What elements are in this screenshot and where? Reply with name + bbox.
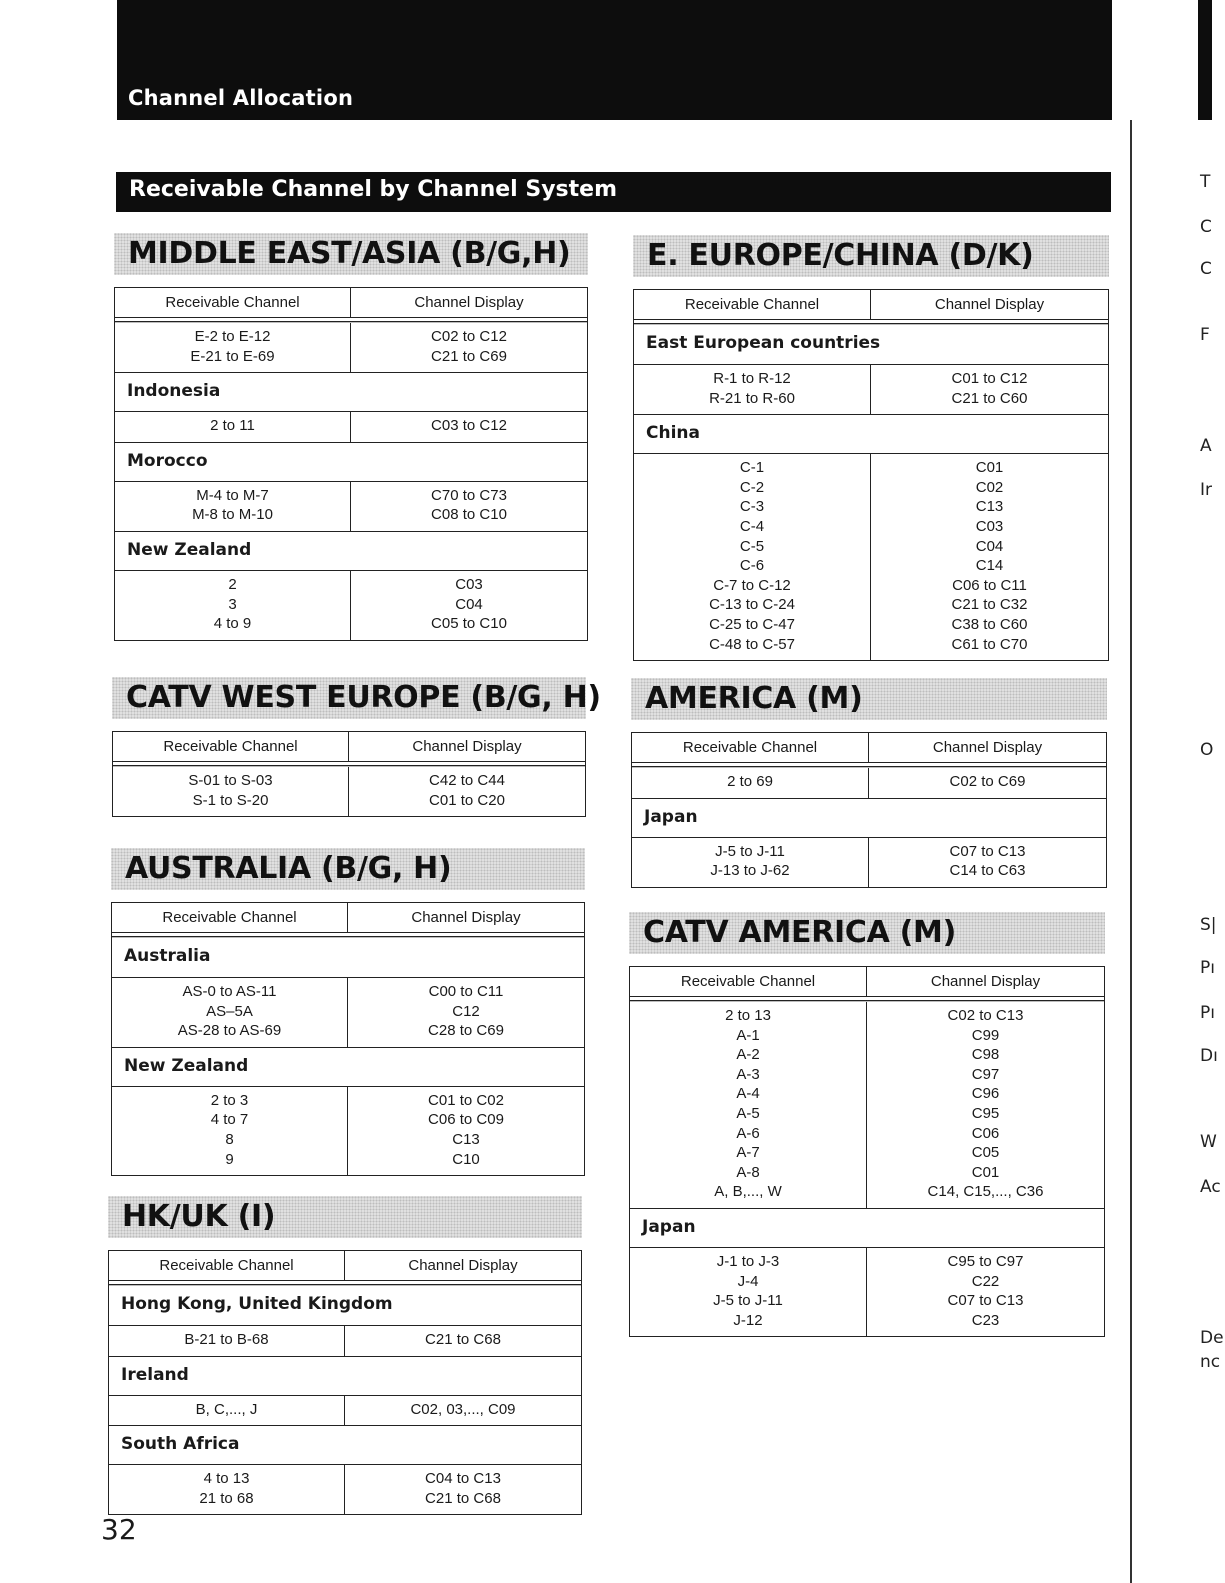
channel-display-value: C21 to C68 — [425, 1331, 501, 1348]
channel-table — [629, 966, 1105, 1337]
receivable-channel-value: J-13 to J-62 — [710, 862, 790, 880]
receivable-channel-value: A-1 — [736, 1026, 760, 1044]
channel-display-value: C61 to C70 — [951, 635, 1028, 653]
channel-display-value: C99 — [971, 1026, 1000, 1044]
receivable-channel-cell — [634, 454, 871, 660]
block-hkuk — [108, 1196, 582, 1515]
channel-display-value: C06 — [971, 1124, 1000, 1142]
receivable-channel-value: A-8 — [736, 1163, 760, 1181]
channel-display-value: C23 — [971, 1311, 1000, 1329]
receivable-channel-cell — [634, 365, 871, 414]
header-channel-display: Channel Display — [414, 294, 524, 311]
table-title: CATV AMERICA (M) — [629, 912, 1105, 954]
channel-display-cell — [349, 767, 585, 816]
right-page-edge — [1128, 120, 1132, 1583]
channel-display-cell — [871, 365, 1108, 414]
channel-display-value: C14, C15,..., C36 — [927, 1183, 1044, 1201]
channel-display-value: C38 to C60 — [951, 615, 1028, 633]
table-row — [630, 1248, 1104, 1336]
table-row — [634, 365, 1108, 414]
receivable-channel-value: A-5 — [736, 1104, 760, 1122]
receivable-channel-value: A-2 — [736, 1046, 760, 1064]
channel-display-cell — [871, 454, 1108, 660]
receivable-channel-value: 2 — [228, 575, 237, 593]
cutoff-letter: C — [1200, 259, 1212, 279]
channel-display-value: C21 to C32 — [951, 596, 1028, 614]
channel-table — [111, 902, 585, 1176]
header-receivable-channel: Receivable Channel — [113, 732, 349, 761]
channel-display-cell — [351, 323, 587, 372]
channel-display-cell — [351, 571, 587, 640]
receivable-channel-value: R-21 to R-60 — [709, 389, 795, 407]
table-row — [115, 571, 587, 640]
receivable-channel-value: C-5 — [739, 537, 765, 555]
table-header — [109, 1251, 581, 1281]
channel-display-value: C04 — [455, 595, 483, 613]
receivable-channel-value: A, B,..., W — [714, 1183, 782, 1201]
receivable-channel-value: J-4 — [737, 1272, 759, 1290]
table-header — [115, 288, 587, 318]
channel-display-value: C10 — [452, 1150, 480, 1168]
receivable-channel-cell — [115, 412, 351, 442]
header-receivable-channel: Receivable Channel — [632, 733, 869, 762]
receivable-channel-cell — [632, 768, 869, 798]
channel-display-value: C05 — [971, 1144, 1000, 1162]
table-row — [109, 1396, 581, 1426]
cutoff-letter: A — [1200, 436, 1212, 456]
channel-display-cell — [867, 1248, 1104, 1336]
section-title: Receivable Channel by Channel System — [129, 177, 618, 202]
cutoff-letter: C — [1200, 217, 1212, 237]
cutoff-letter: O — [1200, 740, 1214, 760]
group-label: East European countries — [634, 325, 1108, 365]
channel-display-value: C21 to C60 — [951, 389, 1028, 407]
receivable-channel-value: 2 to 13 — [725, 1007, 771, 1024]
channel-display-value: C14 — [975, 557, 1004, 575]
receivable-channel-value: C-6 — [739, 557, 765, 575]
receivable-channel-value: C-2 — [739, 478, 765, 496]
receivable-channel-value: AS–5A — [206, 1002, 253, 1020]
table-row — [115, 412, 587, 442]
receivable-channel-value: C-1 — [739, 459, 765, 477]
receivable-channel-cell — [632, 838, 869, 887]
table-title: E. EUROPE/CHINA (D/K) — [633, 235, 1109, 277]
channel-display-value: C01 — [975, 459, 1004, 477]
table-header — [630, 967, 1104, 997]
channel-display-value: C21 to C68 — [425, 1489, 501, 1507]
channel-display-value: C14 to C63 — [949, 862, 1026, 880]
table-title: AUSTRALIA (B/G, H) — [111, 848, 585, 890]
channel-display-value: C00 to C11 — [428, 983, 504, 1000]
channel-display-value: C08 to C10 — [431, 506, 507, 524]
channel-display-value: C07 to C13 — [947, 1292, 1024, 1310]
receivable-channel-cell — [115, 323, 351, 372]
receivable-channel-cell — [109, 1465, 345, 1514]
receivable-channel-value: S-1 to S-20 — [192, 791, 269, 809]
cutoff-letter: T — [1200, 172, 1211, 192]
channel-display-value: C01 to C02 — [428, 1091, 504, 1109]
table-header — [112, 903, 584, 933]
header-receivable-channel: Receivable Channel — [630, 967, 867, 996]
channel-display-value: C13 — [975, 498, 1004, 516]
channel-display-cell — [869, 838, 1106, 887]
table-row — [109, 1326, 581, 1356]
channel-display-value: C28 to C69 — [428, 1022, 504, 1040]
channel-display-value: C01 to C12 — [951, 370, 1028, 387]
receivable-channel-value: A-6 — [736, 1124, 760, 1142]
channel-display-value: C70 to C73 — [431, 486, 507, 504]
table-row — [113, 767, 585, 816]
channel-display-value: C04 — [975, 537, 1004, 555]
table-header — [632, 733, 1106, 763]
group-label: Japan — [630, 1208, 1104, 1248]
block-mideast — [114, 233, 588, 641]
cutoff-letter: S| — [1200, 915, 1217, 935]
cutoff-letter: Ac — [1200, 1177, 1221, 1197]
channel-display-value: C42 to C44 — [429, 772, 505, 789]
group-label: Hong Kong, United Kingdom — [109, 1286, 581, 1326]
channel-display-value: C07 to C13 — [949, 842, 1026, 860]
table-header — [113, 732, 585, 762]
header-channel-display: Channel Display — [932, 739, 1043, 756]
receivable-channel-value: B-21 to B-68 — [184, 1331, 269, 1348]
receivable-channel-value: J-1 to J-3 — [716, 1252, 780, 1270]
channel-table — [633, 289, 1109, 661]
receivable-channel-cell — [109, 1326, 345, 1356]
receivable-channel-value: E-21 to E-69 — [190, 347, 275, 365]
receivable-channel-value: 4 to 7 — [210, 1111, 249, 1129]
header-receivable-channel: Receivable Channel — [112, 903, 348, 932]
channel-display-value: C02 to C12 — [431, 328, 507, 345]
receivable-channel-value: 3 — [228, 595, 237, 613]
channel-display-value: C96 — [971, 1085, 1000, 1103]
header-channel-display: Channel Display — [408, 1257, 518, 1274]
channel-display-value: C12 — [452, 1002, 480, 1020]
channel-display-cell — [345, 1465, 581, 1514]
group-label: China — [634, 414, 1108, 454]
channel-display-value: C97 — [971, 1065, 1000, 1083]
table-row — [634, 454, 1108, 660]
header-title: Channel Allocation — [128, 86, 354, 110]
channel-display-value: C95 — [971, 1104, 1000, 1122]
channel-display-value: C03 — [975, 517, 1004, 535]
channel-display-cell — [867, 1002, 1104, 1208]
cutoff-letter: De — [1200, 1328, 1224, 1348]
receivable-channel-value: J-5 to J-11 — [715, 842, 785, 860]
group-label: Australia — [112, 938, 584, 978]
channel-display-cell — [351, 482, 587, 531]
header-bar-right-stub — [1198, 0, 1212, 120]
table-row — [115, 323, 587, 372]
channel-display-value: C02 — [975, 478, 1004, 496]
group-label: Morocco — [115, 442, 587, 482]
receivable-channel-value: C-13 to C-24 — [709, 596, 795, 614]
channel-display-cell — [345, 1396, 581, 1426]
table-row — [109, 1465, 581, 1514]
header-receivable-channel: Receivable Channel — [115, 288, 351, 317]
receivable-channel-value: E-2 to E-12 — [194, 328, 271, 345]
section-bar — [116, 172, 1111, 212]
channel-display-cell — [351, 412, 587, 442]
table-title: AMERICA (M) — [631, 678, 1107, 720]
channel-display-value: C22 — [971, 1272, 1000, 1290]
table-row — [112, 1087, 584, 1175]
receivable-channel-cell — [112, 978, 348, 1047]
receivable-channel-value: AS-0 to AS-11 — [182, 983, 277, 1000]
group-label: Ireland — [109, 1356, 581, 1396]
group-label: South Africa — [109, 1425, 581, 1465]
block-catvwest — [112, 677, 601, 817]
group-label: Japan — [632, 798, 1106, 838]
cutoff-letter: W — [1200, 1132, 1217, 1152]
channel-display-value: C02, 03,..., C09 — [410, 1400, 516, 1418]
receivable-channel-value: 2 to 69 — [727, 773, 773, 790]
receivable-channel-value: A-3 — [736, 1065, 760, 1083]
receivable-channel-value: J-12 — [733, 1311, 763, 1329]
channel-display-value: C03 to C12 — [431, 417, 507, 435]
receivable-channel-cell — [630, 1248, 867, 1336]
channel-display-value: C02 to C13 — [947, 1007, 1024, 1024]
channel-display-value: C13 — [452, 1130, 480, 1148]
cutoff-letter: nc — [1200, 1352, 1221, 1372]
receivable-channel-value: 4 to 9 — [213, 615, 252, 633]
channel-display-value: C06 to C11 — [952, 576, 1027, 594]
group-label: New Zealand — [115, 531, 587, 571]
table-row — [115, 482, 587, 531]
receivable-channel-value: 9 — [225, 1150, 234, 1168]
cutoff-letter: Ir — [1200, 480, 1213, 500]
receivable-channel-cell — [115, 571, 351, 640]
receivable-channel-value: M-8 to M-10 — [192, 506, 273, 524]
receivable-channel-cell — [109, 1396, 345, 1426]
channel-display-value: C03 — [455, 575, 483, 593]
channel-display-value: C95 to C97 — [947, 1252, 1024, 1270]
receivable-channel-value: J-5 to J-11 — [713, 1292, 783, 1310]
header-bar — [117, 0, 1112, 120]
receivable-channel-cell — [630, 1002, 867, 1208]
receivable-channel-value: 2 to 11 — [210, 417, 255, 435]
block-america — [631, 678, 1107, 888]
table-title: MIDDLE EAST/ASIA (B/G,H) — [114, 233, 588, 275]
channel-display-cell — [348, 978, 584, 1047]
channel-display-value: C06 to C09 — [428, 1111, 504, 1129]
receivable-channel-value: 8 — [225, 1130, 234, 1148]
receivable-channel-value: C-48 to C-57 — [709, 635, 795, 653]
cutoff-letter: Dı — [1200, 1046, 1218, 1066]
group-label: New Zealand — [112, 1047, 584, 1087]
header-receivable-channel: Receivable Channel — [109, 1251, 345, 1280]
block-eeurope — [633, 235, 1109, 661]
channel-display-value: C05 to C10 — [431, 615, 507, 633]
cutoff-letter: Pı — [1200, 1003, 1215, 1023]
receivable-channel-value: A-7 — [736, 1144, 760, 1162]
table-row — [112, 978, 584, 1047]
channel-table — [108, 1250, 582, 1515]
channel-display-value: C01 — [971, 1163, 1000, 1181]
table-title: HK/UK (I) — [108, 1196, 582, 1238]
channel-display-value: C98 — [971, 1046, 1000, 1064]
block-catvamerica — [629, 912, 1105, 1337]
channel-display-cell — [348, 1087, 584, 1175]
receivable-channel-value: S-01 to S-03 — [188, 772, 273, 789]
receivable-channel-value: C-4 — [739, 517, 765, 535]
receivable-channel-cell — [112, 1087, 348, 1175]
block-australia — [111, 848, 585, 1176]
receivable-channel-value: C-25 to C-47 — [709, 615, 795, 633]
channel-display-cell — [345, 1326, 581, 1356]
header-receivable-channel: Receivable Channel — [634, 290, 871, 319]
receivable-channel-value: M-4 to M-7 — [196, 486, 269, 504]
header-channel-display: Channel Display — [930, 973, 1041, 990]
table-header — [634, 290, 1108, 320]
cutoff-letter: Pı — [1200, 958, 1215, 978]
header-channel-display: Channel Display — [411, 909, 521, 926]
table-row — [632, 768, 1106, 798]
receivable-channel-value: A-4 — [736, 1085, 760, 1103]
channel-display-value: C04 to C13 — [425, 1470, 501, 1488]
receivable-channel-cell — [113, 767, 349, 816]
receivable-channel-value: C-3 — [739, 498, 765, 516]
table-row — [630, 1002, 1104, 1208]
channel-display-value: C21 to C69 — [431, 347, 507, 365]
group-label: Indonesia — [115, 372, 587, 412]
receivable-channel-value: R-1 to R-12 — [713, 370, 791, 387]
receivable-channel-value: C-7 to C-12 — [713, 576, 791, 594]
receivable-channel-value: 2 to 3 — [210, 1091, 249, 1109]
header-channel-display: Channel Display — [934, 296, 1045, 313]
channel-display-cell — [869, 768, 1106, 798]
receivable-channel-value: 4 to 13 — [203, 1470, 250, 1488]
table-row — [632, 838, 1106, 887]
table-title: CATV WEST EUROPE (B/G, H) — [112, 677, 586, 719]
channel-display-value: C02 to C69 — [949, 773, 1026, 790]
channel-display-value: C01 to C20 — [429, 791, 505, 809]
header-channel-display: Channel Display — [412, 738, 522, 755]
receivable-channel-value: 21 to 68 — [199, 1489, 254, 1507]
receivable-channel-value: B, C,..., J — [195, 1400, 258, 1418]
cutoff-letter: F — [1200, 325, 1210, 345]
receivable-channel-value: AS-28 to AS-69 — [177, 1022, 282, 1040]
receivable-channel-cell — [115, 482, 351, 531]
page-number: 32 — [101, 1513, 137, 1546]
channel-table — [112, 731, 586, 817]
channel-table — [114, 287, 588, 641]
channel-table — [631, 732, 1107, 888]
